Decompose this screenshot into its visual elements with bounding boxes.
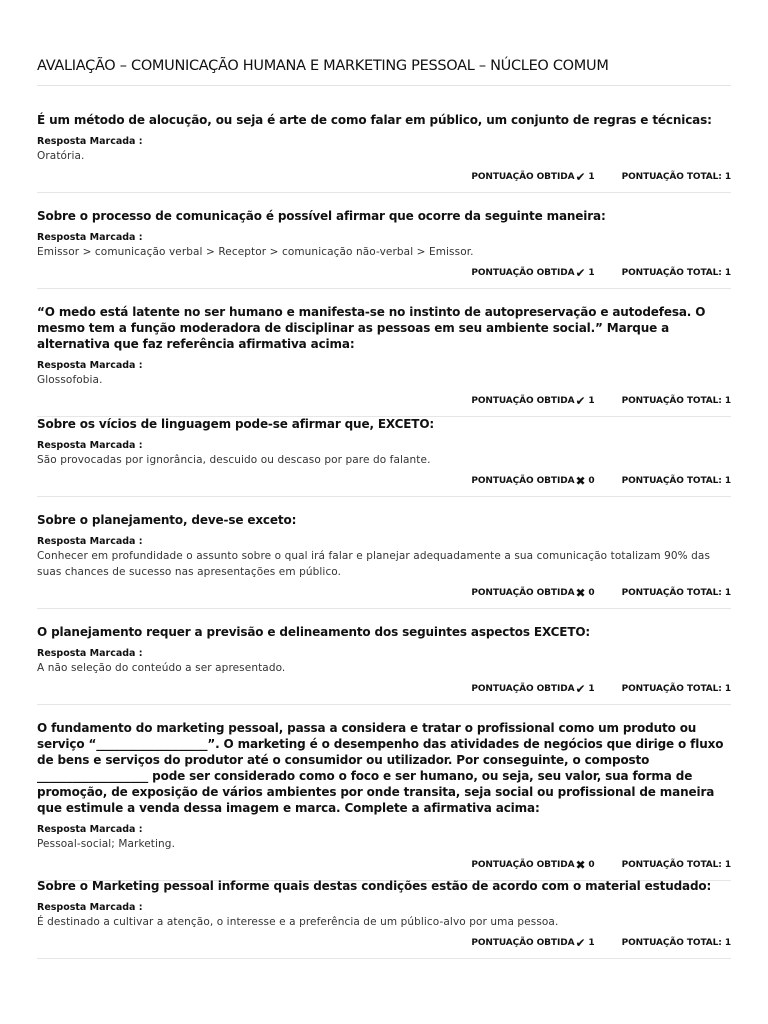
question-block xyxy=(37,624,731,705)
question-text: “O medo está latente no ser humano e manifesta-se no instinto de autopreservação e autodefesa. O mesmo tem a função moderadora de disciplinar as pessoas em seu ambiente social.” Marque a alternativa que faz referência afirmativa acima: xyxy=(37,305,706,351)
question-divider xyxy=(37,496,731,497)
question-text: O fundamento do marketing pessoal, passa a considera e tratar o profissional como um produto ou serviço “___________________”. O marketing é o desempenho das atividades de negócios que dirige o fluxo de bens e serviços do produtor até o consumidor ou utilizador. Por conseguinte, o composto ___________________ pode ser considerado como o foco e ser humano, ou seja, seu valor, sua forma de promoção, de exposição de vários ambientes por onde transita, seja social ou profissional de maneira que estimule a venda dessa imagem e marca. Complete a afirmativa acima: xyxy=(37,721,724,815)
score-row xyxy=(37,170,731,184)
score-obtained-value: 0 xyxy=(588,860,595,870)
question-block xyxy=(37,720,731,881)
score-row xyxy=(37,266,731,280)
score-row xyxy=(37,936,731,950)
score-obtained-label: PONTUAÇÃO OBTIDA xyxy=(471,938,575,948)
question-divider xyxy=(37,288,731,289)
score-row xyxy=(37,394,731,408)
score-obtained-value: 0 xyxy=(588,476,595,486)
check-icon: ✔ xyxy=(575,394,586,408)
x-icon: ✖ xyxy=(575,586,586,600)
score-obtained-label: PONTUAÇÃO OBTIDA xyxy=(471,268,575,278)
score-obtained xyxy=(471,267,594,279)
score-row xyxy=(37,858,731,872)
score-obtained-value: 1 xyxy=(588,268,595,278)
score-obtained xyxy=(471,587,594,599)
question-text: É um método de alocução, ou seja é arte de como falar em público, um conjunto de regras e técnicas: xyxy=(37,113,712,127)
question-block xyxy=(37,878,731,959)
score-obtained xyxy=(471,475,594,487)
question-text: Sobre o planejamento, deve-se exceto: xyxy=(37,513,297,527)
score-total: PONTUAÇÃO TOTAL: 1 xyxy=(621,588,731,598)
question-divider xyxy=(37,608,731,609)
score-obtained-label: PONTUAÇÃO OBTIDA xyxy=(471,588,575,598)
answer-value: São provocadas por ignorância, descuido ou descaso por pare do falante. xyxy=(37,454,431,466)
check-icon: ✔ xyxy=(575,936,586,950)
question-divider xyxy=(37,958,731,959)
question-block xyxy=(37,112,731,193)
question-block xyxy=(37,512,731,609)
score-obtained-label: PONTUAÇÃO OBTIDA xyxy=(471,396,575,406)
page-title: AVALIAÇÃO – COMUNICAÇÃO HUMANA E MARKETING PESSOAL – NÚCLEO COMUM xyxy=(37,58,609,74)
check-icon: ✔ xyxy=(575,682,586,696)
score-obtained-value: 1 xyxy=(588,684,595,694)
check-icon: ✔ xyxy=(575,266,586,280)
question-block xyxy=(37,416,731,497)
answer-label: Resposta Marcada : xyxy=(37,902,143,913)
x-icon: ✖ xyxy=(575,474,586,488)
answer-value: Pessoal-social; Marketing. xyxy=(37,838,176,850)
score-obtained xyxy=(471,395,594,407)
question-block xyxy=(37,208,731,289)
score-obtained-value: 1 xyxy=(588,396,595,406)
score-obtained-value: 0 xyxy=(588,588,595,598)
answer-value: Oratória. xyxy=(37,150,85,162)
answer-label: Resposta Marcada : xyxy=(37,232,143,243)
answer-label: Resposta Marcada : xyxy=(37,536,143,547)
question-divider xyxy=(37,192,731,193)
question-text: Sobre o processo de comunicação é possível afirmar que ocorre da seguinte maneira: xyxy=(37,209,606,223)
answer-label: Resposta Marcada : xyxy=(37,440,143,451)
answer-value: A não seleção do conteúdo a ser apresentado. xyxy=(37,662,286,674)
x-icon: ✖ xyxy=(575,858,586,872)
score-obtained xyxy=(471,171,594,183)
question-block xyxy=(37,304,731,417)
score-obtained-value: 1 xyxy=(588,172,595,182)
score-obtained-label: PONTUAÇÃO OBTIDA xyxy=(471,476,575,486)
answer-value: Emissor > comunicação verbal > Receptor > comunicação não-verbal > Emissor. xyxy=(37,246,474,258)
score-total: PONTUAÇÃO TOTAL: 1 xyxy=(621,172,731,182)
answer-value: Conhecer em profundidade o assunto sobre o qual irá falar e planejar adequadamente a sua comunicação totalizam 90% das suas chances de sucesso nas apresentações em público. xyxy=(37,550,711,578)
question-text: Sobre os vícios de linguagem pode-se afirmar que, EXCETO: xyxy=(37,417,435,431)
score-obtained-value: 1 xyxy=(588,938,595,948)
answer-label: Resposta Marcada : xyxy=(37,824,143,835)
score-row xyxy=(37,682,731,696)
score-obtained-label: PONTUAÇÃO OBTIDA xyxy=(471,172,575,182)
score-total: PONTUAÇÃO TOTAL: 1 xyxy=(621,860,731,870)
answer-label: Resposta Marcada : xyxy=(37,136,143,147)
score-obtained-label: PONTUAÇÃO OBTIDA xyxy=(471,860,575,870)
answer-value: É destinado a cultivar a atenção, o interesse e a preferência de um público-alvo por uma pessoa. xyxy=(37,916,559,928)
answer-label: Resposta Marcada : xyxy=(37,360,143,371)
score-row xyxy=(37,586,731,600)
score-obtained-label: PONTUAÇÃO OBTIDA xyxy=(471,684,575,694)
question-text: O planejamento requer a previsão e delineamento dos seguintes aspectos EXCETO: xyxy=(37,625,591,639)
score-total: PONTUAÇÃO TOTAL: 1 xyxy=(621,268,731,278)
score-total: PONTUAÇÃO TOTAL: 1 xyxy=(621,396,731,406)
check-icon: ✔ xyxy=(575,170,586,184)
answer-label: Resposta Marcada : xyxy=(37,648,143,659)
score-row xyxy=(37,474,731,488)
score-total: PONTUAÇÃO TOTAL: 1 xyxy=(621,938,731,948)
question-text: Sobre o Marketing pessoal informe quais destas condições estão de acordo com o material estudado: xyxy=(37,879,712,893)
score-obtained xyxy=(471,683,594,695)
score-obtained xyxy=(471,937,594,949)
title-divider xyxy=(37,85,731,86)
question-divider xyxy=(37,704,731,705)
answer-value: Glossofobia. xyxy=(37,374,103,386)
score-total: PONTUAÇÃO TOTAL: 1 xyxy=(621,476,731,486)
score-obtained xyxy=(471,859,594,871)
score-total: PONTUAÇÃO TOTAL: 1 xyxy=(621,684,731,694)
